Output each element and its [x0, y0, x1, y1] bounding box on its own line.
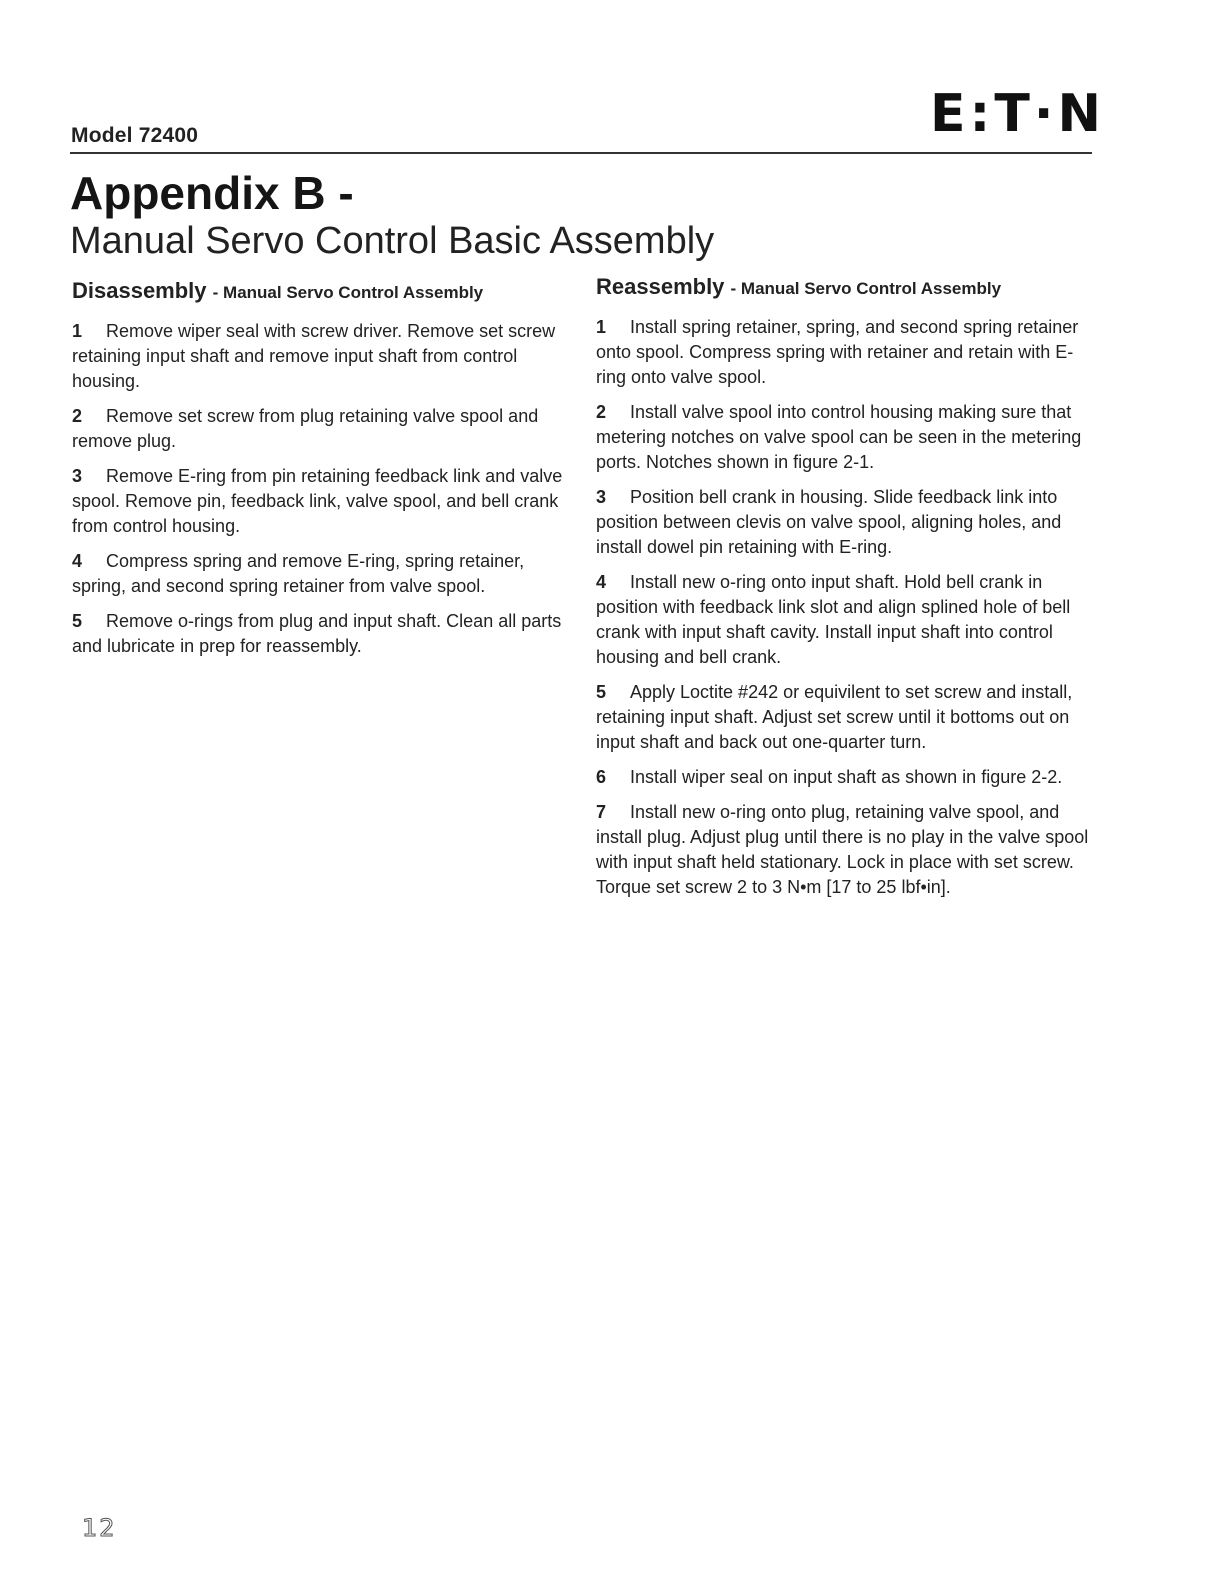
reassembly-step — [596, 570, 1091, 670]
step-number: 2 — [72, 406, 83, 426]
step-number: 3 — [596, 487, 607, 507]
step-text: Install spring retainer, spring, and second spring retainer onto spool. Compress spring with retainer and retain with E-ring onto valve spool. — [596, 317, 1079, 387]
model-label: Model 72400 — [71, 124, 199, 147]
disassembly-section — [72, 278, 564, 669]
step-number: 1 — [72, 321, 83, 341]
step-text: Compress spring and remove E-ring, spring retainer, spring, and second spring retainer from valve spool. — [72, 551, 525, 596]
step-text: Position bell crank in housing. Slide feedback link into position between clevis on valve spool, aligning holes, and install dowel pin retaining with E-ring. — [596, 487, 1062, 557]
reassembly-section — [596, 274, 1091, 910]
step-number: 5 — [596, 682, 607, 702]
reassembly-step — [596, 800, 1091, 900]
step-text: Install new o-ring onto plug, retaining valve spool, and install plug. Adjust plug until there is no play in the valve spool with input shaft held stationary. Lock in place with set screw. Torque set screw 2 to 3 N•m [17 to 25 lbf•in]. — [596, 802, 1089, 897]
page-number: 12 — [82, 1514, 117, 1542]
reassembly-step — [596, 765, 1091, 790]
step-number: 6 — [596, 767, 607, 787]
page-subtitle: Manual Servo Control Basic Assembly — [70, 220, 715, 262]
disassembly-step — [72, 319, 564, 394]
step-text: Install wiper seal on input shaft as shown in figure 2-2. — [630, 767, 1063, 787]
step-text: Remove E-ring from pin retaining feedback link and valve spool. Remove pin, feedback link, valve spool, and bell crank from control housing. — [72, 466, 563, 536]
step-number: 3 — [72, 466, 83, 486]
disassembly-step — [72, 609, 564, 659]
reassembly-step — [596, 485, 1091, 560]
step-text: Install valve spool into control housing making sure that metering notches on valve spool can be seen in the metering ports. Notches shown in figure 2-1. — [596, 402, 1082, 472]
disassembly-heading-main: Disassembly — [72, 278, 207, 303]
step-text: Install new o-ring onto input shaft. Hold bell crank in position with feedback link slot and align splined hole of bell crank with input shaft cavity. Install input shaft into control housing and bell crank. — [596, 572, 1071, 667]
step-text: Remove o-rings from plug and input shaft. Clean all parts and lubricate in prep for reassembly. — [72, 611, 562, 656]
reassembly-step — [596, 680, 1091, 755]
appendix-title: Appendix B - — [70, 167, 354, 219]
reassembly-heading — [596, 274, 1091, 301]
reassembly-heading-sub: - Manual Servo Control Assembly — [730, 279, 1002, 298]
step-text: Remove wiper seal with screw driver. Remove set screw retaining input shaft and remove input shaft from control housing. — [72, 321, 556, 391]
step-number: 4 — [596, 572, 607, 592]
eaton-logo: E:T·N — [930, 84, 1106, 144]
step-text: Apply Loctite #242 or equivilent to set screw and install, retaining input shaft. Adjust set screw until it bottoms out on input shaft and back out one-quarter turn. — [596, 682, 1073, 752]
disassembly-step — [72, 549, 564, 599]
step-text: Remove set screw from plug retaining valve spool and remove plug. — [72, 406, 539, 451]
step-number: 5 — [72, 611, 83, 631]
reassembly-step — [596, 315, 1091, 390]
step-number: 4 — [72, 551, 83, 571]
disassembly-step — [72, 404, 564, 454]
disassembly-step — [72, 464, 564, 539]
step-number: 1 — [596, 317, 607, 337]
step-number: 7 — [596, 802, 607, 822]
disassembly-heading — [72, 278, 564, 305]
disassembly-heading-sub: - Manual Servo Control Assembly — [212, 283, 484, 302]
reassembly-step — [596, 400, 1091, 475]
reassembly-heading-main: Reassembly — [596, 274, 725, 299]
step-number: 2 — [596, 402, 607, 422]
header-rule — [70, 152, 1092, 154]
